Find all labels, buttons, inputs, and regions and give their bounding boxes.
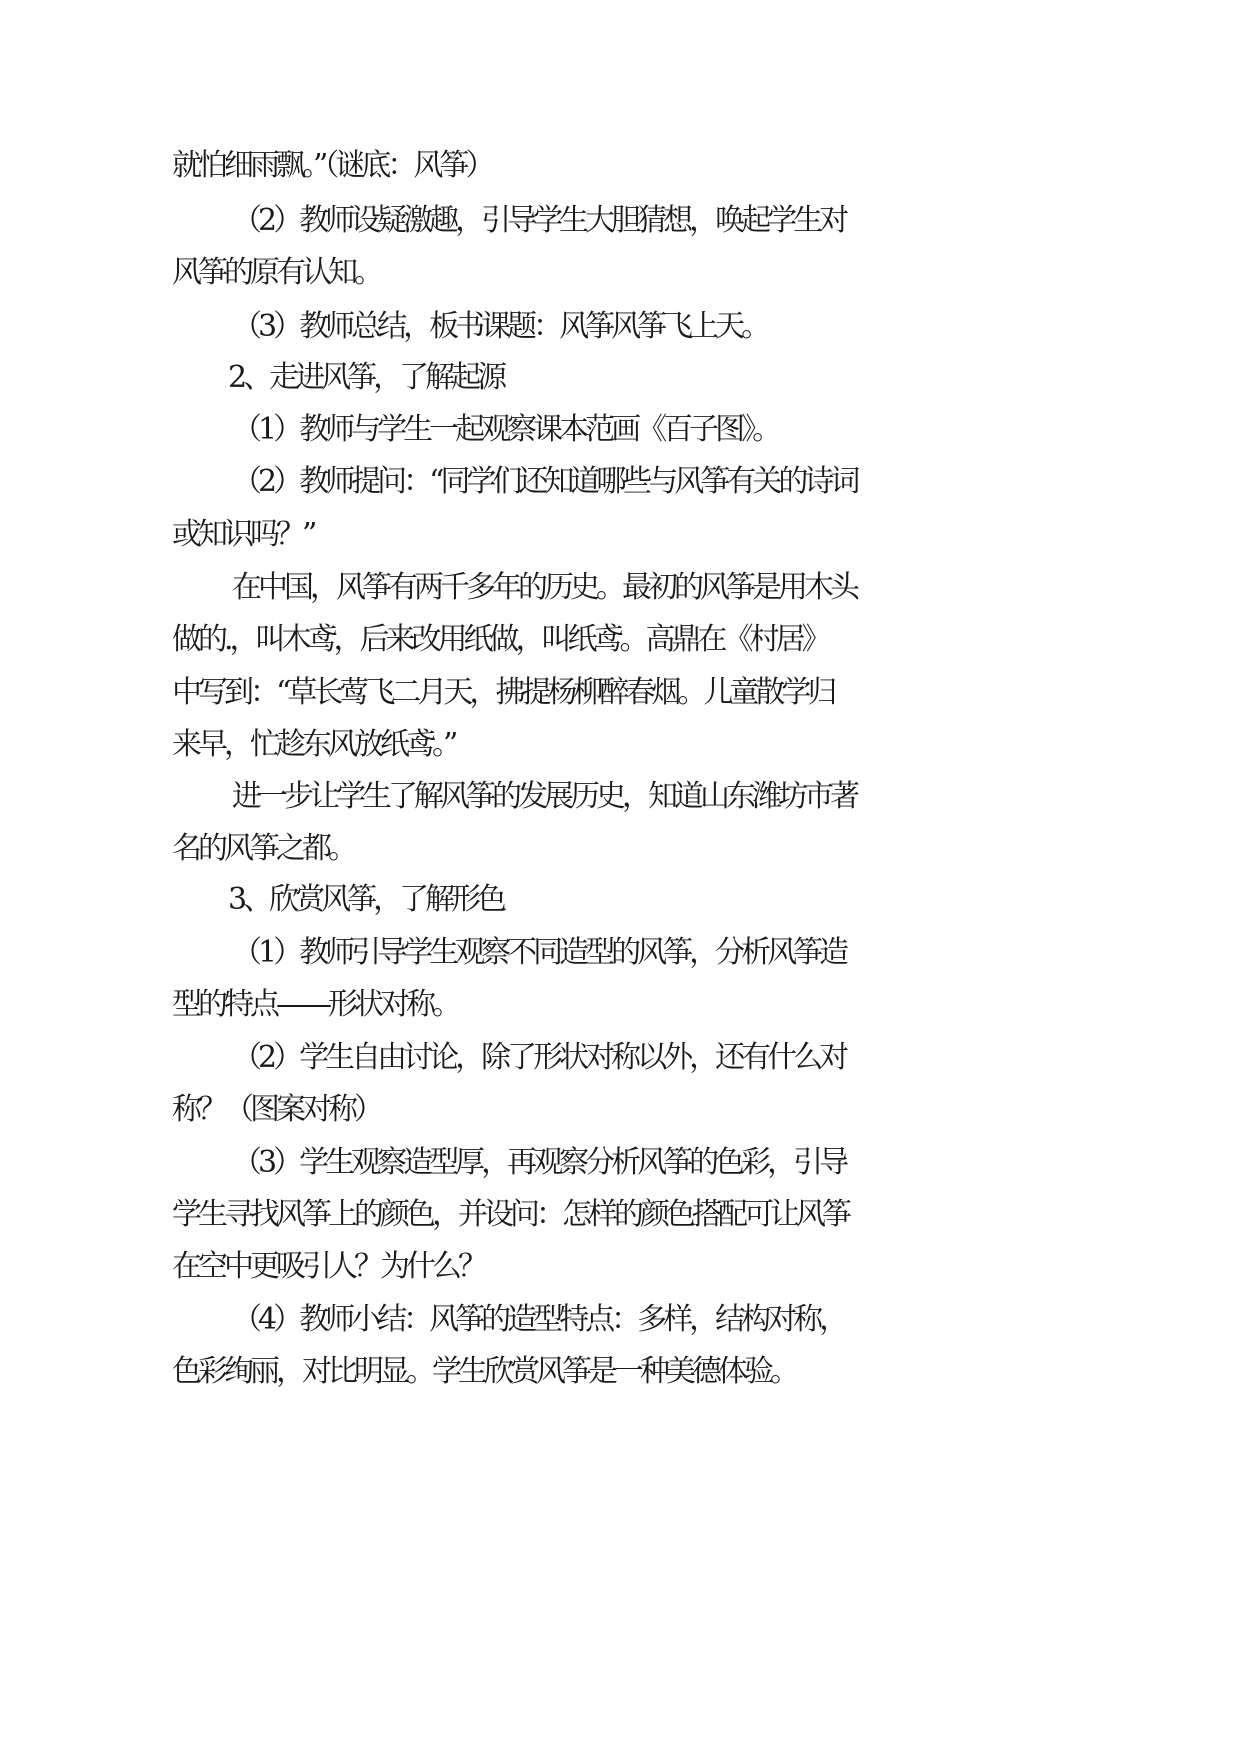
text-line: 就怕细雨飘。”（谜底：风筝） xyxy=(172,148,492,183)
text-line: 做的.，叫木鸢，后来改用纸做，叫纸鸢。高鼎在《村居》 xyxy=(172,622,828,657)
text-line: 风筝的原有认知。 xyxy=(172,255,380,290)
section-heading: 2、走进风筝，了解起源 xyxy=(228,360,504,395)
section-heading: 3、欣赏风筝，了解形色 xyxy=(228,882,504,917)
text-line: 色彩绚丽，对比明显。学生欣赏风筝是一种美德体验。 xyxy=(172,1354,796,1389)
text-line: 型的特点——形状对称。 xyxy=(172,987,458,1022)
text-line: 或知识吗？” xyxy=(172,517,314,552)
text-line: （2）教师设疑激趣，引导学生大胆猜想，唤起学生对 xyxy=(232,203,846,238)
text-line: 在空中更吸引人？为什么？ xyxy=(172,1249,484,1284)
text-line: 称？（图案对称） xyxy=(172,1092,380,1127)
text-line: 在中国，风筝有两千多年的历史。最初的风筝是用木头 xyxy=(232,570,856,605)
text-line: 进一步让学生了解风筝的发展历史，知道山东潍坊市著 xyxy=(232,779,856,814)
text-line: （1）教师引导学生观察不同造型的风筝，分析风筝造 xyxy=(232,935,846,970)
text-line: （1）教师与学生一起观察课本范画《百子图》。 xyxy=(232,412,779,447)
text-line: 学生寻找风筝上的颜色，并设问：怎样的颜色搭配可让风筝 xyxy=(172,1197,848,1232)
text-line: （2）学生自由讨论，除了形状对称以外，还有什么对 xyxy=(232,1040,846,1075)
text-line: 名的风筝之都。 xyxy=(172,831,354,866)
text-line: （3）学生观察造型厚，再观察分析风筝的色彩，引导 xyxy=(232,1145,846,1180)
text-line: 来早，忙趁东风放纸鸢。” xyxy=(172,727,455,762)
text-line: （2）教师提问：“同学们还知道哪些与风筝有关的诗词 xyxy=(232,464,857,499)
text-line: （4）教师小结：风筝的造型特点：多样，结构对称， xyxy=(232,1302,846,1337)
text-line: 中写到：“草长莺飞二月天，拂提杨柳醉春烟。儿童散学归 xyxy=(172,675,834,710)
text-line: （3）教师总结，板书课题：风筝风筝飞上天。 xyxy=(232,309,768,344)
